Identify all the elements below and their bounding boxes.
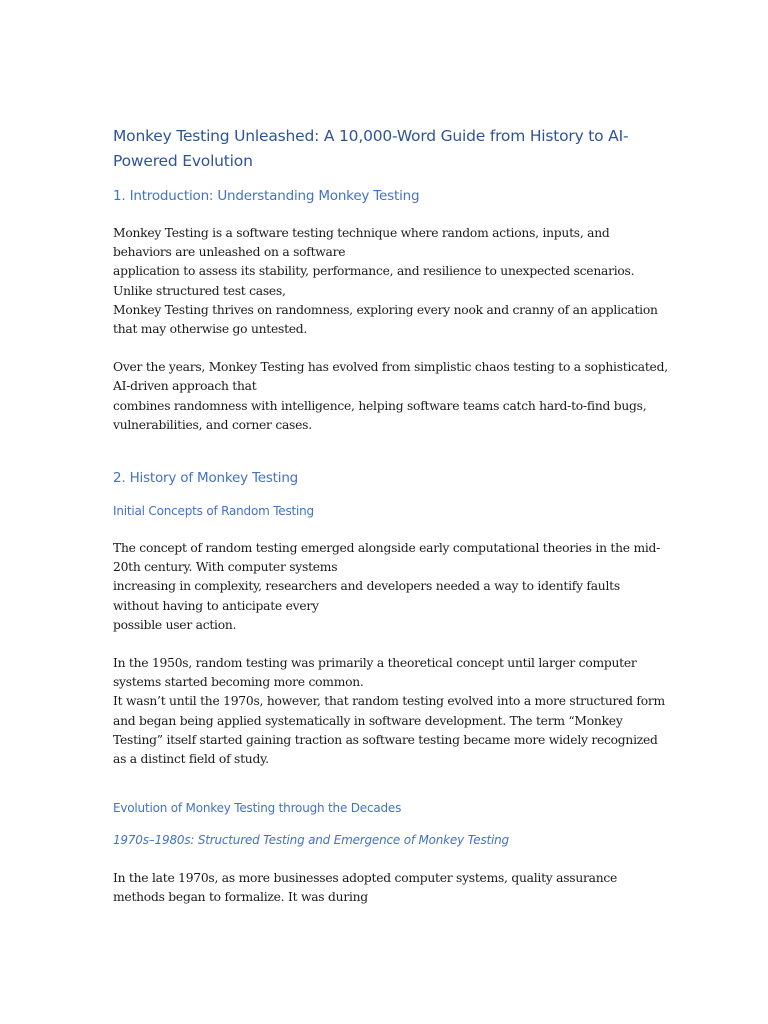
text-line: AI-driven approach that: [113, 379, 257, 394]
text-line: as a distinct field of study.: [113, 752, 269, 767]
paragraph: [113, 869, 658, 907]
text-line: application to assess its stability, performance, and resilience to unexpected scenarios.: [113, 264, 635, 279]
text-line: increasing in complexity, researchers and developers needed a way to identify faults: [113, 579, 620, 594]
text-line: Over the years, Monkey Testing has evolved from simplistic chaos testing to a sophisticated,: [113, 360, 668, 375]
section-heading-history: 2. History of Monkey Testing: [113, 470, 299, 487]
text-line: The concept of random testing emerged alongside early computational theories in the mid-: [113, 541, 661, 556]
text-line: Monkey Testing thrives on randomness, exploring every nook and cranny of an application: [113, 302, 658, 317]
text-line: that may otherwise go untested.: [113, 322, 308, 337]
document-title: [113, 124, 658, 174]
text-line: possible user action.: [113, 617, 237, 632]
text-line: Monkey Testing is a software testing technique where random actions, inputs, and: [113, 226, 610, 240]
text-line: and began being applied systematically in software development. The term “Monkey: [113, 713, 623, 728]
text-line: Unlike structured test cases,: [113, 283, 286, 298]
text-line: In the late 1970s, as more businesses adopted computer systems, quality assurance: [113, 871, 618, 886]
text-line: 20th century. With computer systems: [113, 560, 338, 575]
title-line: Powered Evolution: [113, 152, 253, 170]
paragraph: [113, 539, 661, 635]
text-line: systems started becoming more common.: [113, 675, 364, 690]
paragraph: [113, 358, 668, 435]
section-heading-introduction: 1. Introduction: Understanding Monkey Testing: [113, 188, 420, 204]
text-line: methods began to formalize. It was during: [113, 890, 368, 905]
text-line: In the 1950s, random testing was primarily a theoretical concept until larger computer: [113, 656, 637, 671]
text-line: combines randomness with intelligence, helping software teams catch hard-to-find bugs,: [113, 398, 647, 413]
text-line: behaviors are unleashed on a software: [113, 245, 346, 260]
text-line: vulnerabilities, and corner cases.: [113, 417, 312, 432]
title-line: Monkey Testing Unleashed: A 10,000-Word Guide from History to AI-: [113, 127, 629, 145]
text-line: It wasn’t until the 1970s, however, that random testing evolved into a more structured form: [113, 694, 665, 709]
subsection-heading-initial-concepts: Initial Concepts of Random Testing: [113, 504, 314, 519]
era-heading-1970s-1980s: 1970s–1980s: Structured Testing and Emergence of Monkey Testing: [113, 833, 509, 848]
text-line: without having to anticipate every: [113, 598, 319, 613]
subsection-heading-evolution: Evolution of Monkey Testing through the Decades: [113, 801, 402, 816]
paragraph: [113, 224, 658, 339]
paragraph: [113, 654, 665, 769]
text-line: Testing” itself started gaining traction as software testing became more widely recognized: [113, 732, 658, 747]
document-page: [113, 124, 668, 927]
